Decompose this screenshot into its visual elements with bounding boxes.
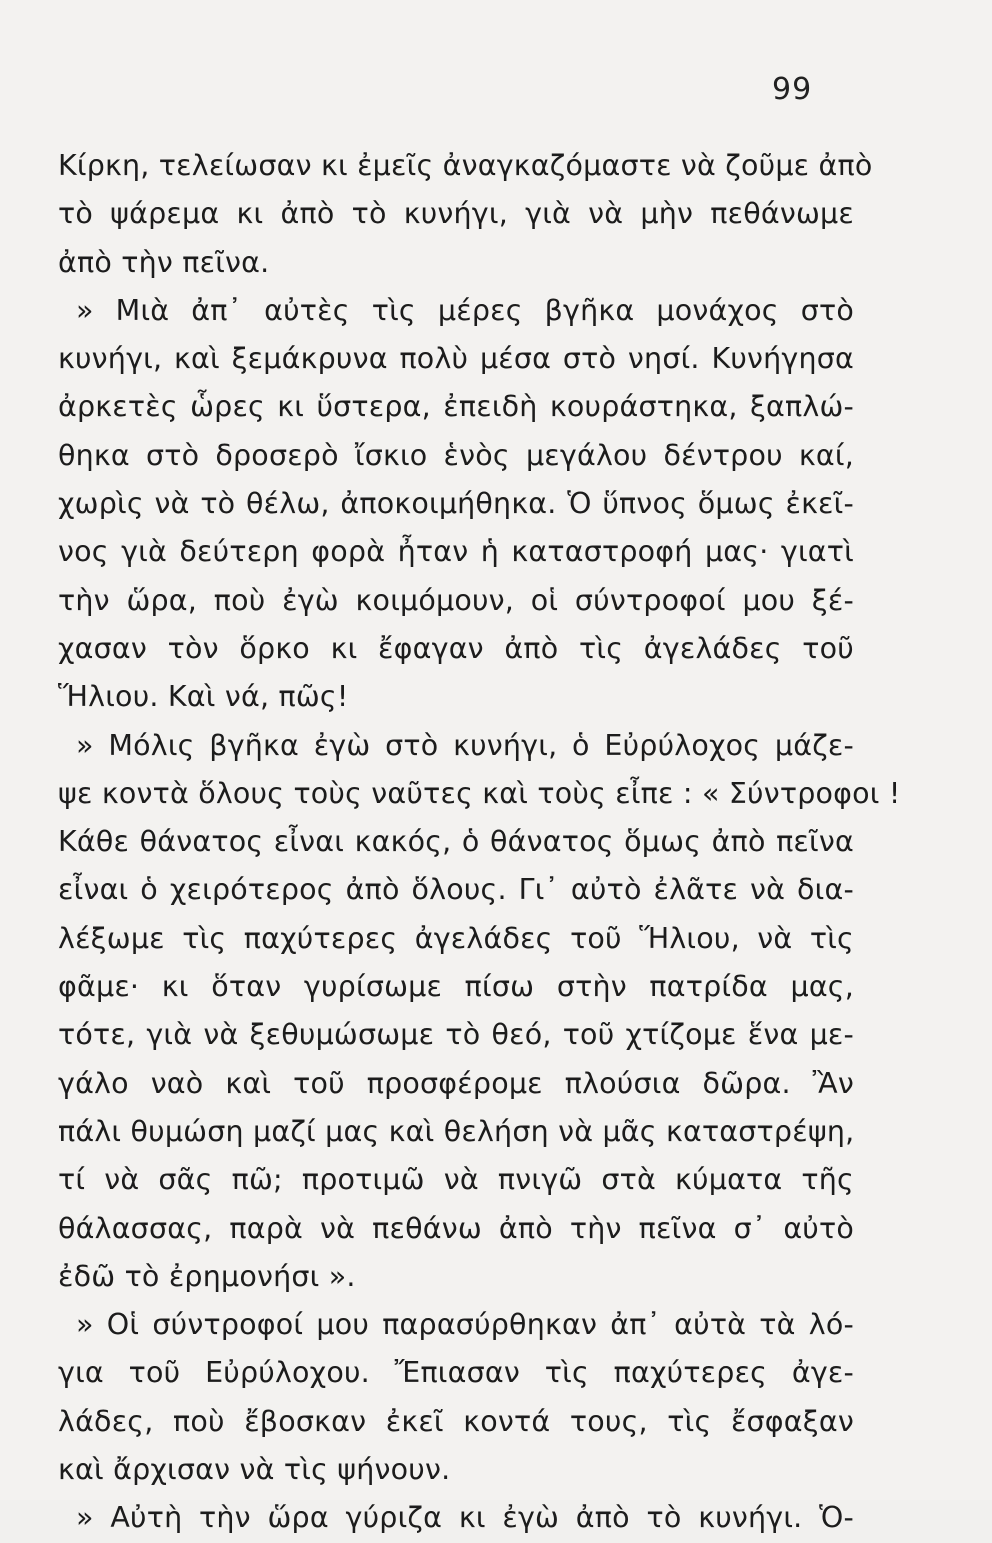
page-number: 99: [772, 72, 813, 107]
text-line: πάλι θυμώση μαζί μας καὶ θελήση νὰ μᾶς καταστρέψη,: [58, 1114, 855, 1148]
text-line: τί νὰ σᾶς πῶ; προτιμῶ νὰ πνιγῶ στὰ κύματα τῆς: [58, 1163, 854, 1197]
text-line: χασαν τὸν ὅρκο κι ἔφαγαν ἀπὸ τὶς ἀγελάδες τοῦ: [58, 631, 854, 665]
text-line: καὶ ἄρχισαν νὰ τὶς ψήνουν.: [58, 1453, 451, 1487]
text-line: γάλο ναὸ καὶ τοῦ προσφέρομε πλούσια δῶρα. Ἂν: [58, 1066, 854, 1100]
text-line: λέξωμε τὶς παχύτερες ἀγελάδες τοῦ Ἥλιου, νὰ τὶς: [58, 921, 854, 955]
paragraph-start-line: » Οἱ σύντροφοί μου παρασύρθηκαν ἀπ᾿ αὐτὰ τὰ λό-: [76, 1308, 854, 1342]
text-line: τὴν ὥρα, ποὺ ἐγὼ κοιμόμουν, οἱ σύντροφοί μου ξέ-: [58, 583, 854, 617]
paragraph-start-line: » Μιὰ ἀπ᾿ αὐτὲς τὶς μέρες βγῆκα μονάχος στὸ: [76, 293, 854, 327]
text-line: Ἥλιου. Καὶ νά, πῶς!: [58, 680, 349, 714]
text-line: εἶναι ὁ χειρότερος ἀπὸ ὅλους. Γι᾿ αὐτὸ ἐλᾶτε νὰ δια-: [58, 873, 854, 907]
text-line: τὸ ψάρεμα κι ἀπὸ τὸ κυνήγι, γιὰ νὰ μὴν πεθάνωμε: [58, 197, 854, 231]
body-text: [58, 142, 901, 1535]
text-line: τότε, γιὰ νὰ ξεθυμώσωμε τὸ θεό, τοῦ χτίζομε ἕνα με-: [58, 1018, 854, 1052]
text-line: ψε κοντὰ ὅλους τοὺς ναῦτες καὶ τοὺς εἶπε : « Σύντροφοι !: [58, 776, 901, 810]
text-line: λάδες, ποὺ ἔβοσκαν ἐκεῖ κοντά τους, τὶς ἔσφαξαν: [58, 1404, 854, 1438]
paragraph-start-line: » Αὐτὴ τὴν ὥρα γύριζα κι ἐγὼ ἀπὸ τὸ κυνήγι. Ὁ-: [76, 1501, 854, 1535]
text-line: φᾶμε· κι ὅταν γυρίσωμε πίσω στὴν πατρίδα μας,: [58, 970, 854, 1004]
text-line: ἀρκετὲς ὧρες κι ὕστερα, ἐπειδὴ κουράστηκα, ξαπλώ-: [58, 390, 854, 424]
text-line: Κάθε θάνατος εἶναι κακός, ὁ θάνατος ὅμως ἀπὸ πεῖνα: [58, 825, 854, 859]
text-line: ἐδῶ τὸ ἐρημονήσι ».: [58, 1259, 356, 1293]
text-line: Κίρκη, τελείωσαν κι ἐμεῖς ἀναγκαζόμαστε νὰ ζοῦμε ἀπὸ: [58, 149, 873, 182]
paragraph-start-line: » Μόλις βγῆκα ἐγὼ στὸ κυνήγι, ὁ Εὐρύλοχος μάζε-: [76, 728, 854, 762]
text-line: για τοῦ Εὐρύλοχου. Ἔπιασαν τὶς παχύτερες ἀγε-: [58, 1356, 854, 1390]
text-line: χωρὶς νὰ τὸ θέλω, ἀποκοιμήθηκα. Ὁ ὕπνος ὅμως ἐκεῖ-: [58, 487, 854, 521]
text-line: θηκα στὸ δροσερὸ ἴσκιο ἑνὸς μεγάλου δέντρου καί,: [58, 438, 854, 472]
text-line: θάλασσας, παρὰ νὰ πεθάνω ἀπὸ τὴν πεῖνα σ᾿ αὐτὸ: [58, 1211, 854, 1245]
text-line: ἀπὸ τὴν πεῖνα.: [58, 245, 270, 279]
text-line: κυνήγι, καὶ ξεμάκρυνα πολὺ μέσα στὸ νησί. Κυνήγησα: [58, 342, 854, 376]
text-line: νος γιὰ δεύτερη φορὰ ἦταν ἡ καταστροφή μας· γιατὶ: [58, 535, 854, 569]
